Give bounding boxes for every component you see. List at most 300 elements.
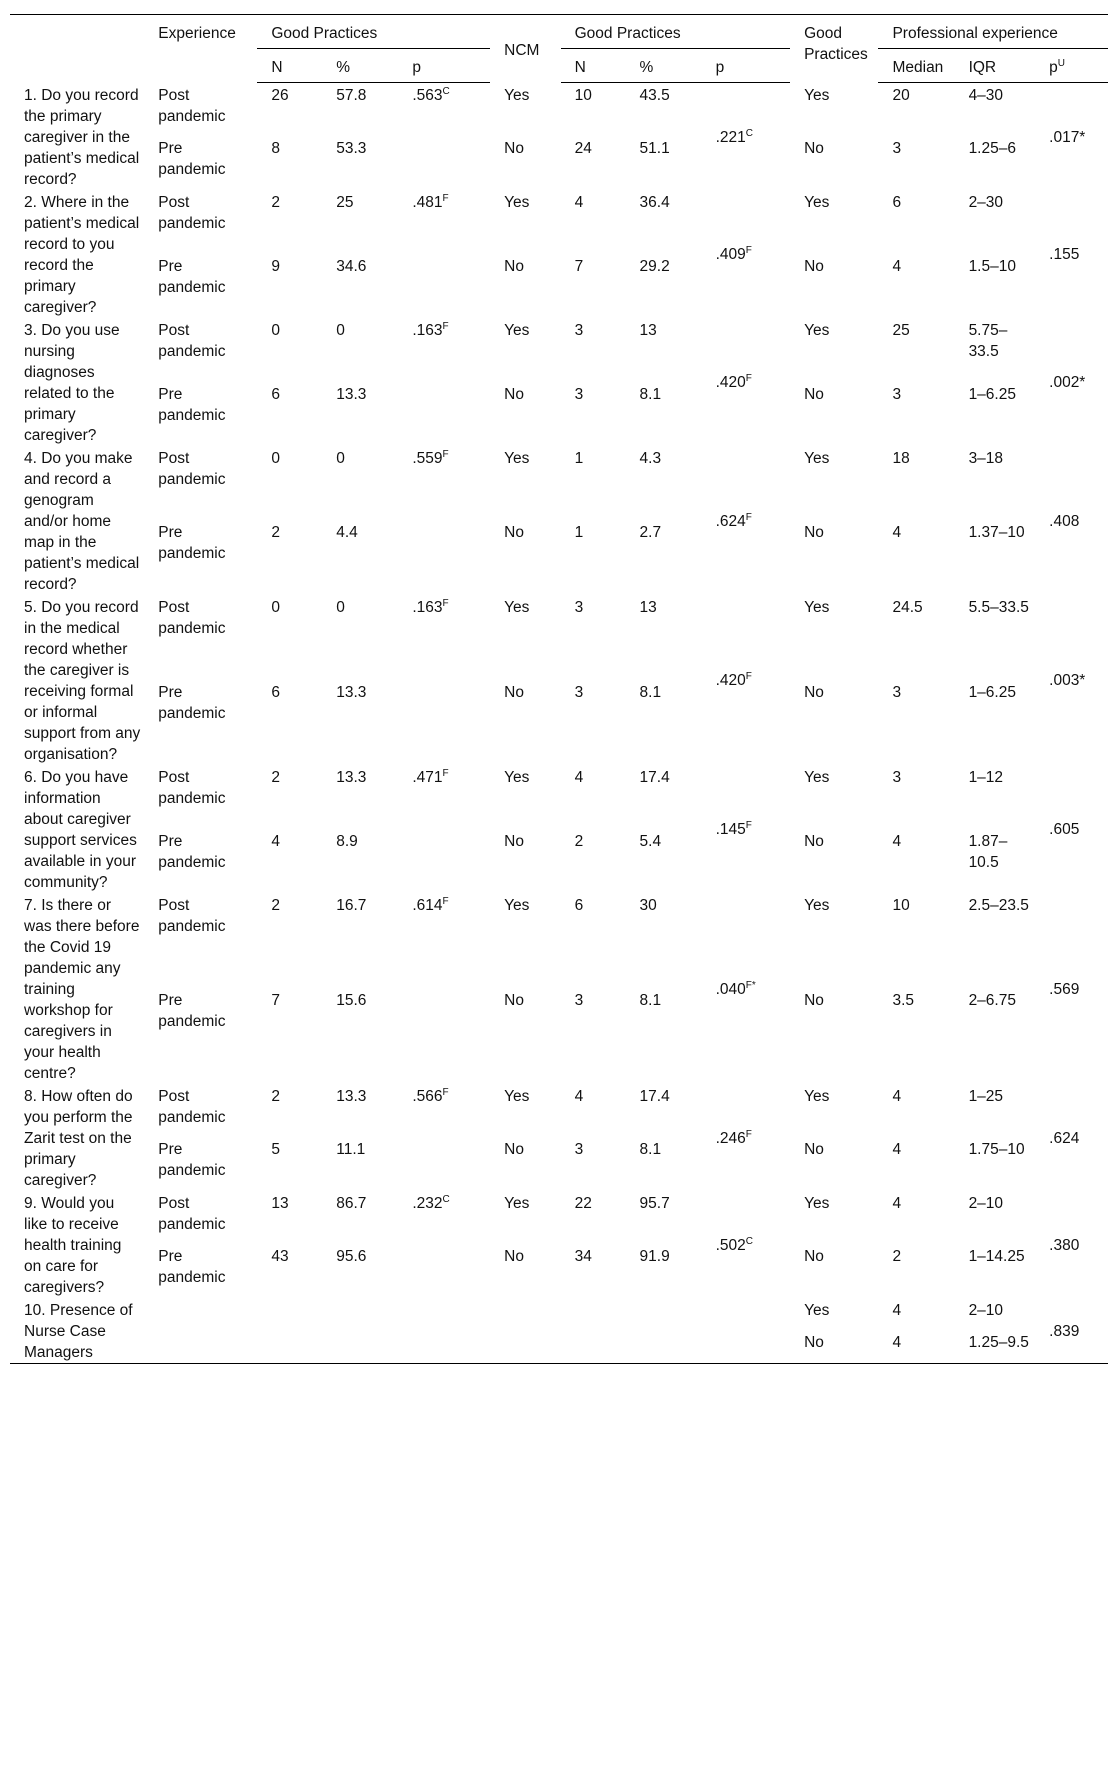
question-cell: 6. Do you have information about caregiver support services available in your community? bbox=[24, 768, 137, 891]
p-superscript: F bbox=[442, 767, 449, 779]
cell-ncm: No bbox=[504, 683, 524, 701]
cell-experience: Post pandemic bbox=[158, 768, 226, 807]
header-good-practices-2: Good Practices bbox=[561, 15, 790, 49]
cell-median: 4 bbox=[892, 1301, 902, 1319]
cell-good-practices: No bbox=[804, 1141, 824, 1158]
cell-good-practices: No bbox=[804, 257, 824, 275]
cell-p-1 bbox=[398, 988, 490, 1084]
cell-n-2: 1 bbox=[574, 524, 584, 541]
p-superscript: C bbox=[745, 127, 754, 139]
cell-experience: Post pandemic bbox=[158, 1087, 226, 1126]
cell-median: 25 bbox=[892, 321, 910, 339]
p-superscript: C bbox=[745, 1235, 754, 1247]
cell-pct-2: 30 bbox=[639, 896, 657, 914]
cell-good-practices: Yes bbox=[804, 321, 830, 339]
cell-pct-1: 25 bbox=[336, 193, 354, 211]
header-pu-text: p bbox=[1049, 59, 1058, 76]
cell-n-2: 3 bbox=[574, 598, 584, 616]
table-row bbox=[10, 446, 1108, 521]
cell-pct-2: 51.1 bbox=[639, 140, 670, 157]
cell-good-practices: Yes bbox=[804, 1301, 830, 1319]
cell-n-2: 4 bbox=[574, 193, 584, 211]
table-row bbox=[10, 988, 1108, 1084]
p-value: .624 bbox=[715, 512, 746, 530]
cell-p-2 bbox=[702, 446, 790, 595]
cell-iqr: 1.5–10 bbox=[968, 257, 1016, 275]
cell-n-2: 3 bbox=[574, 1141, 584, 1158]
cell-n-2: 34 bbox=[574, 1248, 592, 1265]
header-n-2: N bbox=[561, 49, 626, 83]
cell-iqr: 2–30 bbox=[968, 193, 1004, 211]
cell-experience: Pre pandemic bbox=[158, 832, 226, 871]
p-superscript: F bbox=[442, 597, 449, 609]
p-superscript: F bbox=[442, 320, 449, 332]
header-pct-1: % bbox=[322, 49, 398, 83]
cell-pct-1: 57.8 bbox=[336, 87, 367, 104]
table-row bbox=[10, 1191, 1108, 1245]
cell-p-1 bbox=[398, 446, 490, 521]
cell-pu: .155 bbox=[1049, 246, 1080, 263]
cell-n-1: 2 bbox=[271, 1087, 280, 1105]
header-good-practices-1: Good Practices bbox=[257, 15, 490, 49]
cell-pct-2: 8.1 bbox=[639, 683, 662, 701]
cell-good-practices: Yes bbox=[804, 598, 830, 616]
cell-pu: .003* bbox=[1049, 672, 1086, 689]
cell-ncm: Yes bbox=[504, 86, 530, 104]
cell-iqr: 1–6.25 bbox=[968, 385, 1016, 403]
cell-pct-1: 95.6 bbox=[336, 1248, 367, 1265]
cell-pct-1 bbox=[322, 1298, 398, 1330]
cell-ncm: Yes bbox=[504, 449, 530, 467]
p-value: .559 bbox=[412, 449, 443, 467]
cell-ncm: No bbox=[504, 1248, 524, 1265]
table-row bbox=[10, 893, 1108, 989]
cell-n-1: 13 bbox=[271, 1194, 289, 1212]
cell-iqr: 2–10 bbox=[968, 1301, 1004, 1319]
cell-n-1: 6 bbox=[271, 385, 280, 403]
cell-pu: .380 bbox=[1049, 1236, 1080, 1254]
cell-median: 2 bbox=[892, 1248, 902, 1265]
cell-pct-2 bbox=[626, 1298, 702, 1330]
cell-n-2: 6 bbox=[574, 896, 584, 914]
cell-good-practices: No bbox=[804, 832, 824, 850]
cell-ncm: Yes bbox=[504, 321, 530, 339]
cell-pct-1: 8.9 bbox=[336, 832, 358, 850]
p-value: .563 bbox=[412, 87, 443, 104]
question-cell: 2. Where in the patient’s medical record to you record the primary caregiver? bbox=[24, 193, 140, 316]
cell-p-1 bbox=[398, 83, 490, 137]
cell-n-1: 0 bbox=[271, 321, 280, 339]
cell-experience: Post pandemic bbox=[158, 896, 226, 935]
p-value: .614 bbox=[412, 896, 443, 914]
p-superscript: F bbox=[745, 670, 752, 682]
cell-p-1 bbox=[398, 1330, 490, 1363]
question-cell: 3. Do you use nursing diagnoses related to the primary caregiver? bbox=[24, 321, 120, 444]
table-row bbox=[10, 1137, 1108, 1191]
p-superscript: F* bbox=[745, 979, 756, 991]
cell-n-2 bbox=[561, 1298, 626, 1330]
cell-p-2 bbox=[702, 893, 790, 1084]
cell-pct-2: 13 bbox=[639, 598, 657, 616]
cell-experience: Post pandemic bbox=[158, 449, 226, 488]
cell-p-1 bbox=[398, 1191, 490, 1245]
cell-median: 3 bbox=[892, 140, 902, 157]
cell-n-2 bbox=[561, 1330, 626, 1363]
cell-pu: .839 bbox=[1035, 1298, 1108, 1364]
cell-good-practices: Yes bbox=[804, 86, 830, 104]
table-row bbox=[10, 83, 1108, 137]
cell-median: 4 bbox=[892, 524, 902, 541]
cell-good-practices: No bbox=[804, 992, 824, 1009]
cell-pct-1: 13.3 bbox=[336, 385, 367, 403]
cell-iqr: 4–30 bbox=[968, 87, 1004, 104]
cell-median: 6 bbox=[892, 193, 902, 211]
results-table bbox=[10, 14, 1108, 1364]
cell-ncm: No bbox=[504, 257, 524, 275]
cell-iqr: 1.75–10 bbox=[968, 1141, 1025, 1158]
cell-p-1 bbox=[398, 136, 490, 190]
cell-p-1 bbox=[398, 382, 490, 446]
cell-n-2: 1 bbox=[574, 449, 584, 467]
cell-n-2: 3 bbox=[574, 992, 584, 1009]
cell-n-1: 7 bbox=[271, 992, 280, 1009]
cell-pu: .624 bbox=[1049, 1129, 1080, 1147]
header-pu-sup: U bbox=[1057, 57, 1065, 69]
cell-experience bbox=[144, 1330, 257, 1363]
cell-n-1: 5 bbox=[271, 1141, 280, 1158]
header-p-2: p bbox=[702, 49, 790, 83]
cell-n-1: 0 bbox=[271, 598, 280, 616]
p-value: .246 bbox=[715, 1129, 746, 1147]
cell-pct-2 bbox=[626, 1330, 702, 1363]
cell-pct-2: 8.1 bbox=[639, 385, 662, 403]
cell-p-1 bbox=[398, 1298, 490, 1330]
cell-n-1 bbox=[257, 1298, 322, 1330]
table-row bbox=[10, 595, 1108, 680]
table-row bbox=[10, 254, 1108, 318]
cell-pct-2: 2.7 bbox=[639, 524, 662, 541]
header-professional-experience: Professional experience bbox=[878, 15, 1108, 49]
p-value: .420 bbox=[715, 374, 746, 391]
cell-pu: .002* bbox=[1049, 374, 1086, 391]
cell-median: 4 bbox=[892, 257, 902, 275]
cell-median: 4 bbox=[878, 1330, 954, 1363]
cell-median: 3.5 bbox=[892, 992, 915, 1009]
header-n-1: N bbox=[257, 49, 322, 83]
cell-ncm bbox=[490, 1330, 561, 1363]
header-p-1: p bbox=[398, 49, 490, 83]
table-row bbox=[10, 1244, 1108, 1298]
cell-iqr: 1–12 bbox=[968, 768, 1004, 786]
table-row bbox=[10, 190, 1108, 254]
cell-p-2 bbox=[702, 318, 790, 446]
question-cell: 9. Would you like to receive health training on care for caregivers? bbox=[24, 1194, 122, 1296]
cell-p-2 bbox=[702, 1191, 790, 1298]
cell-experience: Post pandemic bbox=[158, 1194, 226, 1233]
cell-good-practices: Yes bbox=[804, 1194, 830, 1212]
cell-pu: .408 bbox=[1049, 512, 1080, 530]
cell-experience: Post pandemic bbox=[158, 193, 226, 232]
cell-pct-1: 13.3 bbox=[336, 683, 367, 701]
cell-p-2 bbox=[702, 190, 790, 318]
cell-p-2 bbox=[702, 595, 790, 765]
cell-median: 3 bbox=[892, 683, 902, 701]
cell-iqr: 1.25–9.5 bbox=[955, 1330, 1036, 1363]
header-iqr: IQR bbox=[955, 49, 1036, 83]
cell-pct-2: 95.7 bbox=[639, 1194, 670, 1212]
cell-pu: .569 bbox=[1049, 980, 1080, 998]
cell-p-1 bbox=[398, 680, 490, 765]
header-median: Median bbox=[878, 49, 954, 83]
p-superscript: F bbox=[442, 895, 449, 907]
cell-good-practices: No bbox=[804, 140, 824, 157]
header-ncm: NCM bbox=[490, 15, 561, 83]
cell-p-1 bbox=[398, 765, 490, 829]
cell-iqr: 5.5–33.5 bbox=[968, 598, 1029, 616]
cell-pct-1: 0 bbox=[336, 321, 345, 339]
cell-iqr: 3–18 bbox=[968, 449, 1004, 467]
cell-good-practices: Yes bbox=[804, 768, 830, 786]
cell-ncm: Yes bbox=[504, 896, 530, 914]
cell-n-1 bbox=[257, 1330, 322, 1363]
question-cell: 8. How often do you perform the Zarit test on the primary caregiver? bbox=[24, 1087, 133, 1189]
p-value: .481 bbox=[412, 193, 443, 211]
p-value: .420 bbox=[715, 672, 746, 689]
table-row bbox=[10, 382, 1108, 446]
cell-pct-1: 34.6 bbox=[336, 257, 367, 275]
cell-ncm: No bbox=[504, 1141, 524, 1158]
cell-pct-1: 16.7 bbox=[336, 896, 367, 914]
cell-good-practices: No bbox=[804, 385, 824, 403]
corner-cell bbox=[10, 15, 144, 83]
cell-pct-1: 15.6 bbox=[336, 992, 367, 1009]
cell-ncm: Yes bbox=[504, 768, 530, 786]
cell-p-2 bbox=[702, 1084, 790, 1191]
cell-experience: Pre pandemic bbox=[158, 683, 226, 722]
cell-pct-1: 0 bbox=[336, 598, 345, 616]
cell-pct-1: 13.3 bbox=[336, 768, 367, 786]
cell-experience: Pre pandemic bbox=[158, 1141, 226, 1179]
cell-iqr: 1–25 bbox=[968, 1087, 1004, 1105]
cell-experience: Pre pandemic bbox=[158, 992, 226, 1030]
cell-ncm: No bbox=[504, 992, 524, 1009]
cell-ncm: No bbox=[504, 385, 524, 403]
p-value: .163 bbox=[412, 598, 443, 616]
cell-n-1: 6 bbox=[271, 683, 280, 701]
cell-n-1: 8 bbox=[271, 140, 280, 157]
cell-p-2 bbox=[702, 1298, 790, 1364]
cell-ncm: No bbox=[504, 524, 524, 541]
p-superscript: F bbox=[442, 448, 449, 460]
table-body bbox=[10, 83, 1108, 1364]
cell-ncm: Yes bbox=[504, 598, 530, 616]
header-good-practices-3: Good Practices bbox=[790, 15, 878, 83]
cell-experience: Pre pandemic bbox=[158, 1248, 226, 1286]
p-value: .566 bbox=[412, 1087, 443, 1105]
cell-p-1 bbox=[398, 318, 490, 382]
cell-iqr: 1–14.25 bbox=[968, 1248, 1025, 1265]
cell-n-1: 0 bbox=[271, 449, 280, 467]
cell-p-1 bbox=[398, 190, 490, 254]
cell-experience: Post pandemic bbox=[158, 86, 226, 125]
cell-n-2: 22 bbox=[574, 1194, 592, 1212]
cell-median: 24.5 bbox=[892, 598, 923, 616]
header-experience: Experience bbox=[144, 15, 257, 83]
cell-pct-1: 86.7 bbox=[336, 1194, 367, 1212]
cell-n-1: 2 bbox=[271, 524, 280, 541]
cell-n-2: 10 bbox=[574, 87, 592, 104]
p-superscript: F bbox=[442, 1086, 449, 1098]
cell-experience: Post pandemic bbox=[158, 321, 226, 360]
cell-experience: Pre pandemic bbox=[158, 385, 226, 424]
cell-p-1 bbox=[398, 1137, 490, 1191]
cell-pct-1 bbox=[322, 1330, 398, 1363]
table-row bbox=[10, 1084, 1108, 1138]
cell-p-2 bbox=[702, 83, 790, 190]
cell-pct-1: 13.3 bbox=[336, 1087, 367, 1105]
p-value: .471 bbox=[412, 768, 443, 786]
cell-experience bbox=[144, 1298, 257, 1330]
cell-n-1: 2 bbox=[271, 896, 280, 914]
cell-pct-1: 53.3 bbox=[336, 140, 367, 157]
cell-good-practices: No bbox=[804, 1248, 824, 1265]
cell-n-2: 4 bbox=[574, 768, 584, 786]
table-row bbox=[10, 520, 1108, 595]
cell-n-2: 7 bbox=[574, 257, 584, 275]
cell-iqr: 2.5–23.5 bbox=[968, 896, 1029, 914]
cell-p-1 bbox=[398, 595, 490, 680]
question-cell: 10. Presence of Nurse Case Managers bbox=[10, 1298, 144, 1364]
cell-n-1: 2 bbox=[271, 768, 280, 786]
cell-pct-1: 11.1 bbox=[336, 1141, 366, 1158]
cell-p-1 bbox=[398, 254, 490, 318]
cell-good-practices: Yes bbox=[804, 896, 830, 914]
question-cell: 4. Do you make and record a genogram and/or home map in the patient’s medical record? bbox=[24, 449, 140, 593]
cell-median: 10 bbox=[892, 896, 910, 914]
cell-n-2: 3 bbox=[574, 321, 584, 339]
cell-good-practices: Yes bbox=[804, 193, 830, 211]
cell-pct-1: 0 bbox=[336, 449, 345, 467]
p-superscript: F bbox=[745, 511, 752, 523]
cell-pct-2: 8.1 bbox=[639, 1141, 662, 1158]
cell-median: 4 bbox=[892, 1194, 902, 1212]
question-cell: 5. Do you record in the medical record whether the caregiver is receiving formal or informal support from any organisation? bbox=[24, 598, 141, 763]
cell-pct-2: 43.5 bbox=[639, 87, 670, 104]
cell-p-1 bbox=[398, 893, 490, 989]
cell-n-2: 3 bbox=[574, 683, 584, 701]
cell-experience: Post pandemic bbox=[158, 598, 226, 637]
cell-ncm: No bbox=[504, 832, 524, 850]
p-value: .221 bbox=[715, 128, 746, 146]
cell-iqr: 2–10 bbox=[968, 1194, 1004, 1212]
p-superscript: F bbox=[745, 1128, 752, 1140]
p-superscript: F bbox=[442, 192, 449, 204]
p-value: .232 bbox=[412, 1194, 443, 1212]
p-value: .409 bbox=[715, 246, 746, 263]
cell-experience: Pre pandemic bbox=[158, 257, 226, 296]
cell-n-1: 26 bbox=[271, 87, 289, 104]
cell-p-1 bbox=[398, 520, 490, 595]
cell-n-1: 9 bbox=[271, 257, 280, 275]
p-superscript: F bbox=[745, 819, 752, 831]
p-superscript: F bbox=[745, 372, 752, 384]
cell-pct-2: 29.2 bbox=[639, 257, 670, 275]
cell-pct-2: 5.4 bbox=[639, 832, 662, 850]
table-row bbox=[10, 1330, 1108, 1363]
cell-n-1: 43 bbox=[271, 1248, 289, 1265]
p-superscript: C bbox=[442, 1193, 450, 1205]
cell-iqr: 1.37–10 bbox=[968, 524, 1025, 541]
header-pu bbox=[1035, 49, 1108, 83]
cell-experience: Pre pandemic bbox=[158, 140, 226, 178]
p-superscript: F bbox=[745, 244, 752, 256]
cell-iqr: 1.87–10.5 bbox=[968, 832, 1008, 871]
table-row bbox=[10, 829, 1108, 893]
cell-n-2: 4 bbox=[574, 1087, 584, 1105]
cell-ncm: Yes bbox=[504, 1194, 530, 1212]
cell-n-2: 2 bbox=[574, 832, 584, 850]
cell-experience: Pre pandemic bbox=[158, 524, 226, 562]
cell-median: 3 bbox=[892, 768, 902, 786]
cell-n-2: 24 bbox=[574, 140, 592, 157]
cell-median: 20 bbox=[892, 87, 910, 104]
header-row-1 bbox=[10, 15, 1108, 49]
cell-pu: .017* bbox=[1049, 128, 1086, 146]
cell-median: 4 bbox=[892, 1087, 902, 1105]
cell-iqr: 2–6.75 bbox=[968, 992, 1016, 1009]
table-row bbox=[10, 680, 1108, 765]
p-value: .502 bbox=[715, 1236, 746, 1254]
p-value: .040 bbox=[715, 980, 746, 998]
cell-pu: .605 bbox=[1049, 821, 1080, 838]
cell-good-practices: No bbox=[804, 683, 824, 701]
table-row bbox=[10, 765, 1108, 829]
cell-pct-2: 36.4 bbox=[639, 193, 670, 211]
cell-pct-2: 17.4 bbox=[639, 768, 670, 786]
cell-n-1: 4 bbox=[271, 832, 280, 850]
cell-median: 4 bbox=[892, 1141, 902, 1158]
cell-pct-2: 8.1 bbox=[639, 992, 662, 1009]
question-cell: 7. Is there or was there before the Covid 19 pandemic any training workshop for caregivers in your health centre? bbox=[24, 896, 140, 1082]
table-row bbox=[10, 1298, 1108, 1330]
header-pct-2: % bbox=[626, 49, 702, 83]
cell-p-1 bbox=[398, 829, 490, 893]
cell-ncm: Yes bbox=[504, 193, 530, 211]
cell-ncm bbox=[490, 1298, 561, 1330]
cell-p-2 bbox=[702, 765, 790, 893]
cell-median: 4 bbox=[892, 832, 902, 850]
cell-good-practices: No bbox=[790, 1330, 878, 1363]
cell-median: 18 bbox=[892, 449, 910, 467]
cell-good-practices: Yes bbox=[804, 1087, 830, 1105]
cell-ncm: No bbox=[504, 140, 524, 157]
table-row bbox=[10, 318, 1108, 382]
p-value: .145 bbox=[715, 821, 746, 838]
p-superscript: C bbox=[442, 85, 450, 97]
cell-pct-2: 4.3 bbox=[639, 449, 662, 467]
cell-good-practices: No bbox=[804, 524, 824, 541]
cell-pct-2: 13 bbox=[639, 321, 657, 339]
cell-p-1 bbox=[398, 1084, 490, 1138]
cell-pct-2: 91.9 bbox=[639, 1248, 670, 1265]
cell-iqr: 5.75–33.5 bbox=[968, 321, 1008, 360]
cell-pct-1: 4.4 bbox=[336, 524, 358, 541]
cell-n-2: 3 bbox=[574, 385, 584, 403]
question-cell: 1. Do you record the primary caregiver in the patient’s medical record? bbox=[24, 86, 140, 188]
p-value: .163 bbox=[412, 321, 443, 339]
table-row bbox=[10, 136, 1108, 190]
cell-pct-2: 17.4 bbox=[639, 1087, 670, 1105]
